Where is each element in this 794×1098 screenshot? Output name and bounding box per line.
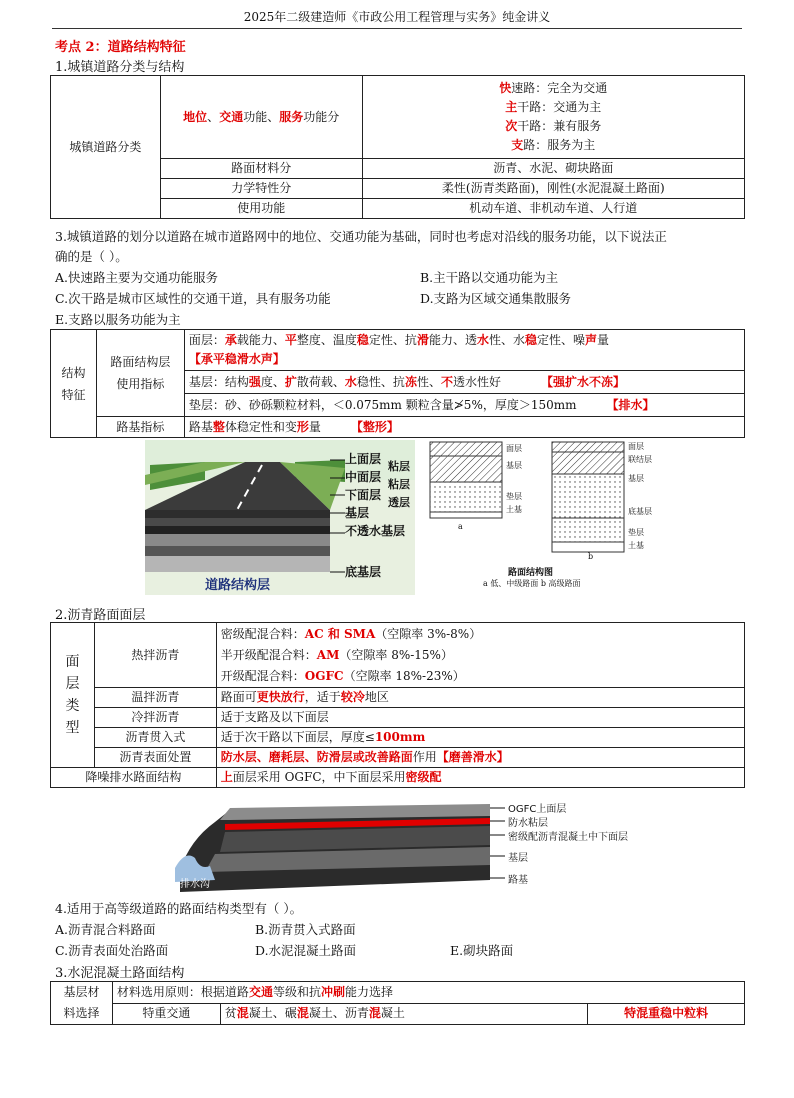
warm-mix-label: 温拌沥青 [94, 688, 216, 708]
q3-stem-2: 确的是（ ）。 [55, 249, 128, 264]
q4-option-d: D.水泥混凝土路面 [255, 943, 357, 958]
table-row-value: 机动车道、非机动车道、人行道 [362, 199, 744, 219]
cold-mix-label: 冷拌沥青 [94, 708, 216, 728]
label-waterproof: 防水粘层 [508, 818, 548, 829]
table-row-label: 力学特性分 [160, 179, 362, 199]
diagram-title: 路面结构图 [508, 568, 554, 578]
heavy-traffic-label: 特重交通 [112, 1003, 220, 1025]
header-rule [52, 28, 742, 29]
subsection-3: 3.水泥混凝土路面结构 [55, 966, 185, 981]
pavement-diagram [428, 440, 658, 595]
q3-stem-1: 3.城镇道路的划分以道路在城市道路网中的地位、交通功能为基础，同时也考虑对沿线的服务功能，以下说法正 [55, 229, 667, 244]
subsection-2: 2.沥青路面面层 [55, 608, 146, 623]
q3-option-d: D.支路为区域交通集散服务 [420, 291, 572, 306]
diagram-b-labels: 面层 联结层 基层 底基层 垫层 土基 [628, 442, 652, 550]
diagram-a-labels: 面层 基层 垫层 土基 [506, 444, 522, 514]
asphalt-surface-table [50, 622, 745, 788]
q3-option-c: C.次干路是城市区域性的交通干道，具有服务功能 [55, 291, 331, 306]
material-principle: 材料选用原则：根据道路交通等级和抗冲刷能力选择 [112, 982, 744, 1004]
label-ogfc: OGFC上面层 [508, 804, 567, 815]
figure-caption: 道路结构层 [205, 578, 271, 593]
hot-mix-values: 密级配混合料：AC 和 SMA（空隙率 3%-8%） 半开级配混合料：AM（空隙率 8%-15%） 开级配混合料：OGFC（空隙率 18%-23%） [216, 623, 744, 688]
q4-option-c: C.沥青表面处治路面 [55, 943, 169, 958]
diagram-a-tag: a [458, 522, 463, 531]
table-row-value: 柔性(沥青类路面)，刚性(水泥混凝土路面) [362, 179, 744, 199]
surface-layer-index: 面层：承载能力、平整度、温度稳定性、抗滑能力、透水性、水稳定性、噪声量 【承平稳滑水声】 [184, 330, 744, 371]
table-row-value: 沥青、水泥、砌块路面 [362, 159, 744, 179]
q4-stem: 4.适用于高等级道路的路面结构类型有（ ）。 [55, 901, 303, 916]
cold-mix-value: 适于支路及以下面层 [216, 708, 744, 728]
q3-option-a: A.快速路主要为交通功能服务 [55, 270, 219, 285]
structure-feature-rowhead: 结构 特征 [51, 330, 97, 438]
cushion-layer-index: 垫层：砂、砂砾颗粒材料，＜0.075mm 颗粒含量≯5%，厚度＞150mm 【排水】 [184, 394, 744, 417]
noise-drain-value: 上面层采用 OGFC，中下面层采用密级配 [216, 768, 744, 788]
q4-option-e: E.砌块路面 [450, 943, 514, 958]
base-material-table [50, 981, 745, 1025]
base-layer-index: 基层：结构强度、扩散荷载、水稳性、抗冻性、不透水性好 【强扩水不冻】 [184, 371, 744, 394]
q3-option-b: B.主干路以交通功能为主 [420, 270, 559, 285]
subgrade-index: 路基整体稳定性和变形量 【整形】 [184, 417, 744, 438]
page-header: 2025年二级建造师《市政公用工程管理与实务》纯金讲义 [243, 10, 551, 24]
label-ditch: 排水沟 [180, 879, 210, 890]
road-structure-figure [145, 440, 415, 595]
table-row-label: 路面材料分 [160, 159, 362, 179]
label-base: 基层 [508, 853, 528, 864]
layer-name-subbase: 底基层 [345, 565, 382, 579]
function-class-label: 地位、交通功能、服务功能分 [160, 76, 362, 159]
diagram-b-tag: b [588, 552, 594, 561]
section-title: 考点 2：道路结构特征 [55, 40, 186, 55]
label-dense: 密级配沥青混凝土中下面层 [508, 832, 628, 843]
penetration-label: 沥青贯入式 [94, 728, 216, 748]
structure-feature-table [50, 329, 745, 438]
warm-mix-value: 路面可更快放行，适于较冷地区 [216, 688, 744, 708]
subsection-1: 1.城镇道路分类与结构 [55, 60, 185, 75]
penetration-value: 适于次干路以下面层，厚度≤100mm [216, 728, 744, 748]
q4-option-a: A.沥青混合料路面 [55, 922, 156, 937]
subgrade-index-label: 路基指标 [96, 417, 184, 438]
pavement-index-label: 路面结构层 使用指标 [96, 330, 184, 417]
layer-names: 上面层 中面层 下面层 基层 不透水基层 [345, 452, 406, 538]
function-class-values: 快速路：完全为交通 主干路：交通为主 次干路：兼有服务 支路：服务为主 [362, 76, 744, 159]
q4-option-b: B.沥青贯入式路面 [255, 922, 356, 937]
road-class-table [50, 75, 745, 219]
drainage-pavement-figure [170, 800, 628, 896]
surface-type-rowhead: 面 层 类 型 [51, 623, 95, 768]
diagram-subtitle: a 低、中级路面 b 高级路面 [483, 579, 581, 588]
surface-treatment-value: 防水层、磨耗层、防滑层或改善路面作用【磨善滑水】 [216, 748, 744, 768]
noise-drain-label: 降噪排水路面结构 [51, 768, 217, 788]
table-row-label: 使用功能 [160, 199, 362, 219]
road-class-rowhead: 城镇道路分类 [51, 76, 161, 219]
q3-option-e: E.支路以服务功能为主 [55, 312, 181, 327]
heavy-traffic-value: 贫混凝土、碾混凝土、沥青混凝土 [220, 1003, 587, 1025]
mnemonic: 特混重稳中粒料 [588, 1003, 745, 1025]
base-material-rowhead: 基层材 料选择 [51, 982, 113, 1025]
surface-treatment-label: 沥青表面处置 [94, 748, 216, 768]
coat-names: 粘层 粘层 透层 [388, 460, 410, 509]
hot-mix-label: 热拌沥青 [94, 623, 216, 688]
label-subgrade: 路基 [508, 875, 528, 886]
